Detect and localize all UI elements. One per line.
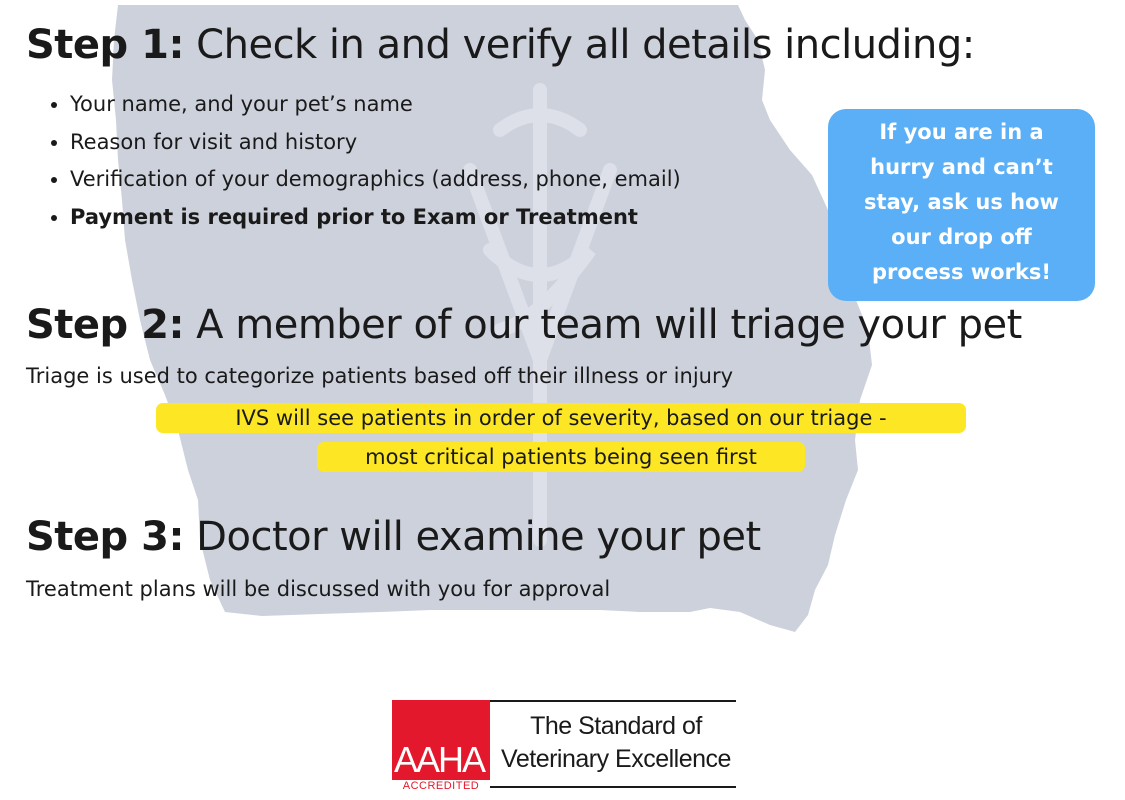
step2-label: Step 2: bbox=[26, 302, 184, 348]
step3-heading bbox=[26, 514, 761, 560]
triage-highlight-line: IVS will see patients in order of severity, based on our triage - bbox=[156, 403, 966, 433]
step2-text: A member of our team will triage your pet bbox=[196, 302, 1022, 348]
step3-label: Step 3: bbox=[26, 514, 184, 560]
step3-subtext: Treatment plans will be discussed with you for approval bbox=[26, 577, 611, 601]
step1-label: Step 1: bbox=[26, 22, 184, 68]
step2-heading bbox=[26, 302, 1022, 348]
aaha-letters: AAHA bbox=[394, 739, 485, 780]
logo-rule-top bbox=[490, 700, 736, 702]
triage-highlight-line: most critical patients being seen first bbox=[317, 442, 805, 472]
callout-line: stay, ask us how bbox=[864, 190, 1059, 214]
tagline-line: The Standard of bbox=[530, 712, 702, 740]
logo-rule-bottom bbox=[490, 786, 736, 788]
list-item-payment-required: • Payment is required prior to Exam or Treatment bbox=[70, 199, 681, 237]
callout-line: our drop off bbox=[891, 225, 1032, 249]
list-item: • Verification of your demographics (address, phone, email) bbox=[70, 161, 681, 199]
aaha-accredited-logo bbox=[392, 700, 742, 798]
aaha-accredited-text: ACCREDITED bbox=[402, 780, 480, 792]
aaha-tagline bbox=[492, 710, 740, 776]
step1-bullet-list bbox=[48, 86, 681, 236]
callout-line: process works! bbox=[871, 260, 1052, 284]
step1-heading bbox=[26, 22, 975, 68]
callout-line: If you are in a bbox=[879, 120, 1044, 144]
drop-off-callout bbox=[828, 109, 1095, 301]
callout-line: hurry and can’t bbox=[870, 155, 1053, 179]
tagline-line: Veterinary Excellence bbox=[501, 745, 731, 773]
step1-text: Check in and verify all details including: bbox=[196, 22, 975, 68]
step3-text: Doctor will examine your pet bbox=[196, 514, 761, 560]
step2-subtext: Triage is used to categorize patients based off their illness or injury bbox=[26, 364, 734, 388]
list-item: • Your name, and your pet’s name bbox=[70, 86, 681, 124]
list-item: • Reason for visit and history bbox=[70, 124, 681, 162]
